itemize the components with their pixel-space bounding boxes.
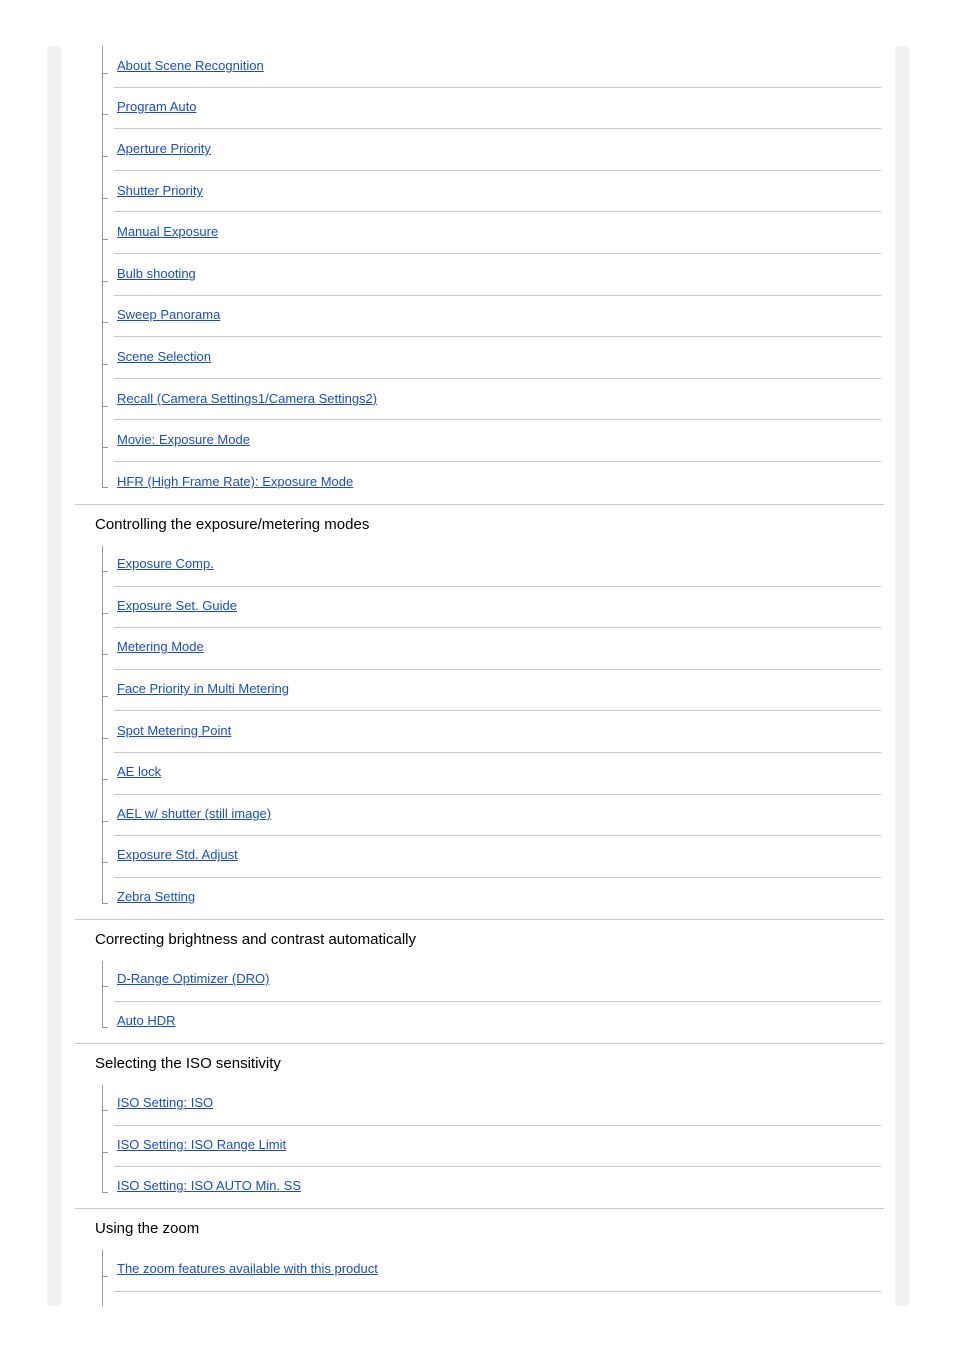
link-ae-lock[interactable]: AE lock bbox=[117, 764, 162, 779]
link-d-range-optimizer[interactable]: D-Range Optimizer (DRO) bbox=[117, 971, 270, 986]
item-separator bbox=[114, 295, 881, 296]
section-title: Controlling the exposure/metering modes bbox=[95, 516, 370, 533]
tree-tick bbox=[102, 1276, 108, 1277]
tree-line bbox=[102, 46, 103, 487]
item-separator bbox=[114, 461, 881, 462]
link-exposure-comp[interactable]: Exposure Comp. bbox=[117, 556, 214, 571]
tree-tick bbox=[102, 654, 108, 655]
tree-tick bbox=[102, 73, 108, 74]
item-separator bbox=[114, 835, 881, 836]
link-manual-exposure[interactable]: Manual Exposure bbox=[117, 224, 219, 239]
section-divider bbox=[75, 1208, 884, 1209]
item-separator bbox=[114, 794, 881, 795]
section-divider bbox=[75, 919, 884, 920]
tree-line bbox=[102, 1250, 103, 1306]
tree-line bbox=[102, 546, 103, 903]
tree-tick bbox=[102, 1110, 108, 1111]
item-separator bbox=[114, 419, 881, 420]
item-separator bbox=[114, 586, 881, 587]
link-zebra-setting[interactable]: Zebra Setting bbox=[117, 889, 196, 904]
item-separator bbox=[114, 253, 881, 254]
tree-tick bbox=[102, 696, 108, 697]
section-title: Selecting the ISO sensitivity bbox=[95, 1055, 281, 1072]
item-separator bbox=[114, 170, 881, 171]
link-recall-camera-settings[interactable]: Recall (Camera Settings1/Camera Settings2) bbox=[117, 391, 378, 406]
section-title: Using the zoom bbox=[95, 1220, 200, 1237]
link-scene-selection[interactable]: Scene Selection bbox=[117, 349, 211, 364]
tree-tick bbox=[102, 1152, 108, 1153]
link-shutter-priority[interactable]: Shutter Priority bbox=[117, 183, 203, 198]
link-bulb-shooting[interactable]: Bulb shooting bbox=[117, 266, 196, 281]
item-separator bbox=[114, 752, 881, 753]
item-separator bbox=[114, 1125, 881, 1126]
item-separator bbox=[114, 211, 881, 212]
link-exposure-std-adjust[interactable]: Exposure Std. Adjust bbox=[117, 847, 238, 862]
tree-tick bbox=[102, 986, 108, 987]
item-separator bbox=[114, 336, 881, 337]
section-title: Correcting brightness and contrast automatically bbox=[95, 931, 416, 948]
item-separator bbox=[114, 1291, 881, 1292]
link-zoom-features[interactable]: The zoom features available with this product bbox=[117, 1261, 378, 1276]
link-exposure-set-guide[interactable]: Exposure Set. Guide bbox=[117, 598, 237, 613]
item-separator bbox=[114, 710, 881, 711]
tree-tick bbox=[102, 364, 108, 365]
link-sweep-panorama[interactable]: Sweep Panorama bbox=[117, 307, 221, 322]
tree-tick bbox=[102, 1192, 108, 1193]
tree-tick bbox=[102, 406, 108, 407]
item-separator bbox=[114, 1001, 881, 1002]
item-separator bbox=[114, 877, 881, 878]
tree-tick bbox=[102, 738, 108, 739]
item-separator bbox=[114, 627, 881, 628]
tree-tick bbox=[102, 281, 108, 282]
tree-tick bbox=[102, 198, 108, 199]
item-separator bbox=[114, 128, 881, 129]
tree-tick bbox=[102, 1027, 108, 1028]
tree-tick bbox=[102, 903, 108, 904]
section-divider bbox=[75, 504, 884, 505]
link-aperture-priority[interactable]: Aperture Priority bbox=[117, 141, 211, 156]
link-auto-hdr[interactable]: Auto HDR bbox=[117, 1013, 176, 1028]
tree-tick bbox=[102, 239, 108, 240]
section-divider bbox=[75, 1043, 884, 1044]
tree-tick bbox=[102, 779, 108, 780]
tree-tick bbox=[102, 156, 108, 157]
tree-tick bbox=[102, 114, 108, 115]
tree-line bbox=[102, 1085, 103, 1192]
tree-tick bbox=[102, 322, 108, 323]
tree-tick bbox=[102, 821, 108, 822]
link-hfr-exposure-mode[interactable]: HFR (High Frame Rate): Exposure Mode bbox=[117, 474, 354, 489]
link-iso-auto-min-ss[interactable]: ISO Setting: ISO AUTO Min. SS bbox=[117, 1178, 301, 1193]
link-program-auto[interactable]: Program Auto bbox=[117, 99, 197, 114]
tree-line bbox=[102, 961, 103, 1027]
link-iso-setting-iso[interactable]: ISO Setting: ISO bbox=[117, 1095, 214, 1110]
link-ael-w-shutter[interactable]: AEL w/ shutter (still image) bbox=[117, 806, 272, 821]
tree-tick bbox=[102, 447, 108, 448]
tree-tick bbox=[102, 613, 108, 614]
tree-tick bbox=[102, 487, 108, 488]
item-separator bbox=[114, 669, 881, 670]
link-iso-range-limit[interactable]: ISO Setting: ISO Range Limit bbox=[117, 1137, 287, 1152]
item-separator bbox=[114, 87, 881, 88]
link-spot-metering-point[interactable]: Spot Metering Point bbox=[117, 723, 232, 738]
item-separator bbox=[114, 1166, 881, 1167]
item-separator bbox=[114, 378, 881, 379]
link-metering-mode[interactable]: Metering Mode bbox=[117, 639, 204, 654]
tree-tick bbox=[102, 571, 108, 572]
link-movie-exposure-mode[interactable]: Movie: Exposure Mode bbox=[117, 432, 250, 447]
link-face-priority-multi-metering[interactable]: Face Priority in Multi Metering bbox=[117, 681, 289, 696]
link-about-scene-recognition[interactable]: About Scene Recognition bbox=[117, 58, 264, 73]
tree-tick bbox=[102, 862, 108, 863]
